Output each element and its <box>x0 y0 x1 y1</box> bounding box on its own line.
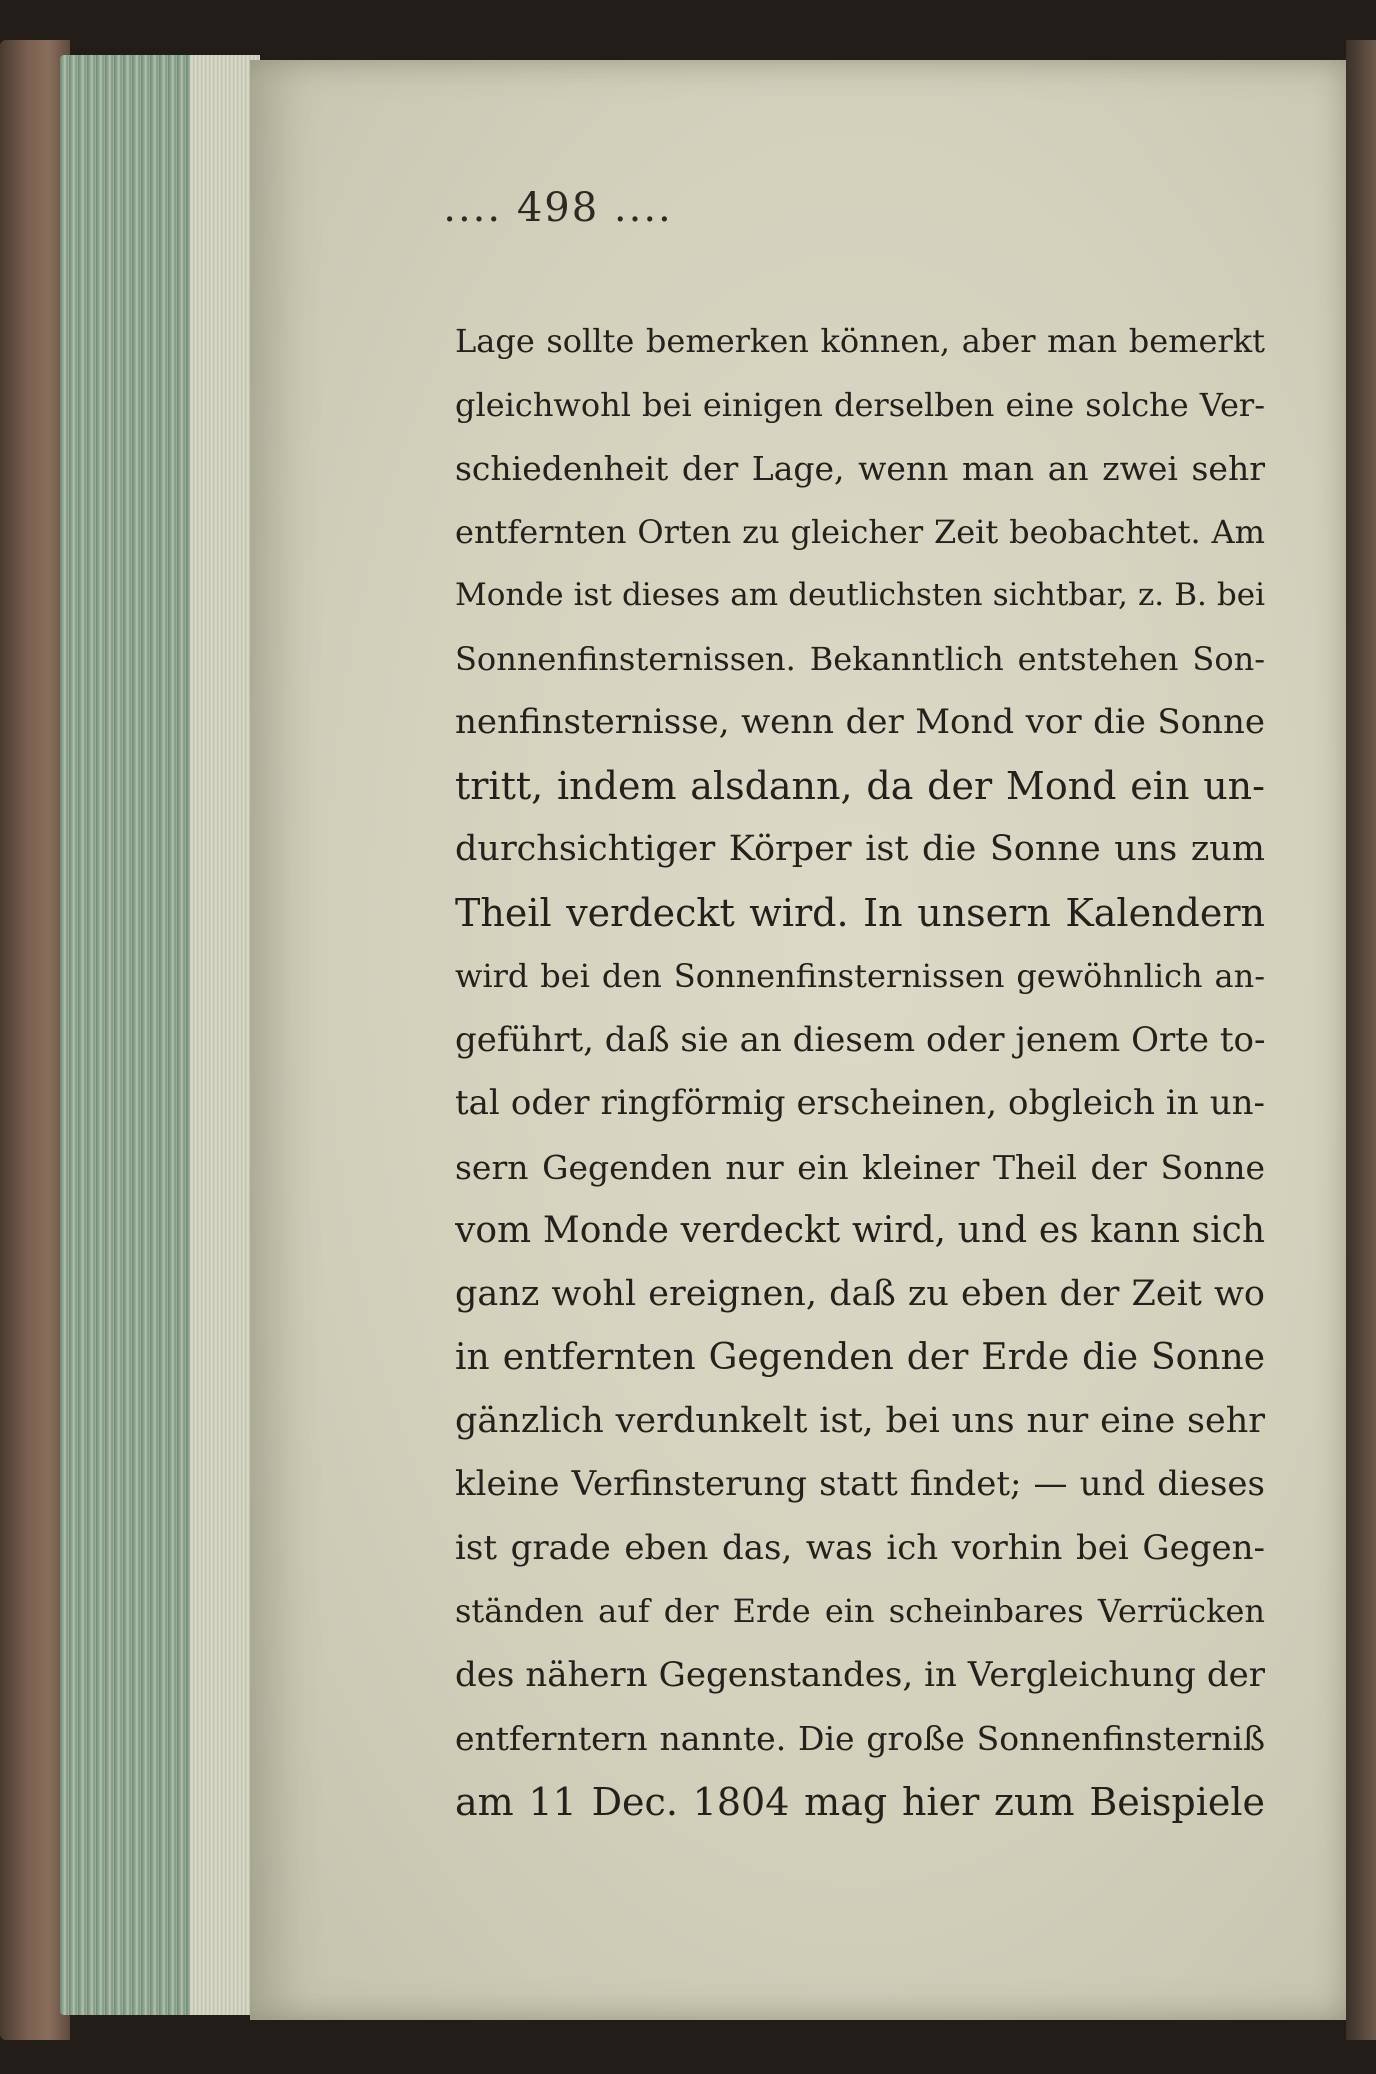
page-body-text <box>455 310 1265 1834</box>
page-number: .... 498 .... <box>443 185 673 231</box>
text-line: Sonnenfinsternissen. Bekanntlich entstehen Son- <box>455 639 1265 678</box>
page-edges <box>60 55 260 2015</box>
text-line: geführt, daß sie an diesem oder jenem Orte to- <box>455 1019 1265 1060</box>
text-line: gänzlich verdunkelt ist, bei uns nur eine sehr <box>455 1400 1265 1441</box>
text-line: in entfernten Gegenden der Erde die Sonne <box>455 1337 1265 1378</box>
text-line: nenfinsternisse, wenn der Mond vor die Sonne <box>455 702 1265 742</box>
text-line: entferntern nannte. Die große Sonnenfinsterniß <box>455 1719 1265 1758</box>
text-line: kleine Verfinsterung statt findet; — und dieses <box>455 1464 1265 1504</box>
text-line: ist grade eben das, was ich vorhin bei Gegen- <box>455 1527 1265 1568</box>
text-line: tritt, indem alsdann, da der Mond ein un- <box>455 763 1265 808</box>
text-line: wird bei den Sonnenfinsternissen gewöhnlich an- <box>455 957 1265 995</box>
text-line: ganz wohl ereignen, daß zu eben der Zeit wo <box>455 1273 1265 1314</box>
text-line: des nähern Gegenstandes, in Vergleichung der <box>455 1654 1265 1695</box>
text-line: gleichwohl bei einigen derselben eine solche Ver- <box>455 385 1265 424</box>
text-line: Lage sollte bemerken können, aber man bemerkt <box>455 322 1265 360</box>
text-line: Theil verdeckt wird. In unsern Kalendern <box>455 890 1265 935</box>
text-line: entfernten Orten zu gleicher Zeit beobachtet. Am <box>455 512 1265 551</box>
text-line: Monde ist dieses am deutlichsten sichtbar, z. B. bei <box>455 577 1265 613</box>
text-line: sern Gegenden nur ein kleiner Theil der Sonne <box>455 1147 1265 1187</box>
text-line: schiedenheit der Lage, wenn man an zwei sehr <box>455 449 1265 488</box>
text-line: durchsichtiger Körper ist die Sonne uns zum <box>455 829 1265 869</box>
text-line: ständen auf der Erde ein scheinbares Verrücken <box>455 1592 1265 1630</box>
text-line: am 11 Dec. 1804 mag hier zum Beispiele <box>455 1779 1265 1824</box>
text-line: tal oder ringförmig erscheinen, obgleich in un- <box>455 1083 1265 1123</box>
text-line: vom Monde verdeckt wird, und es kann sich <box>455 1210 1265 1251</box>
book-cover-right <box>1346 40 1376 2040</box>
